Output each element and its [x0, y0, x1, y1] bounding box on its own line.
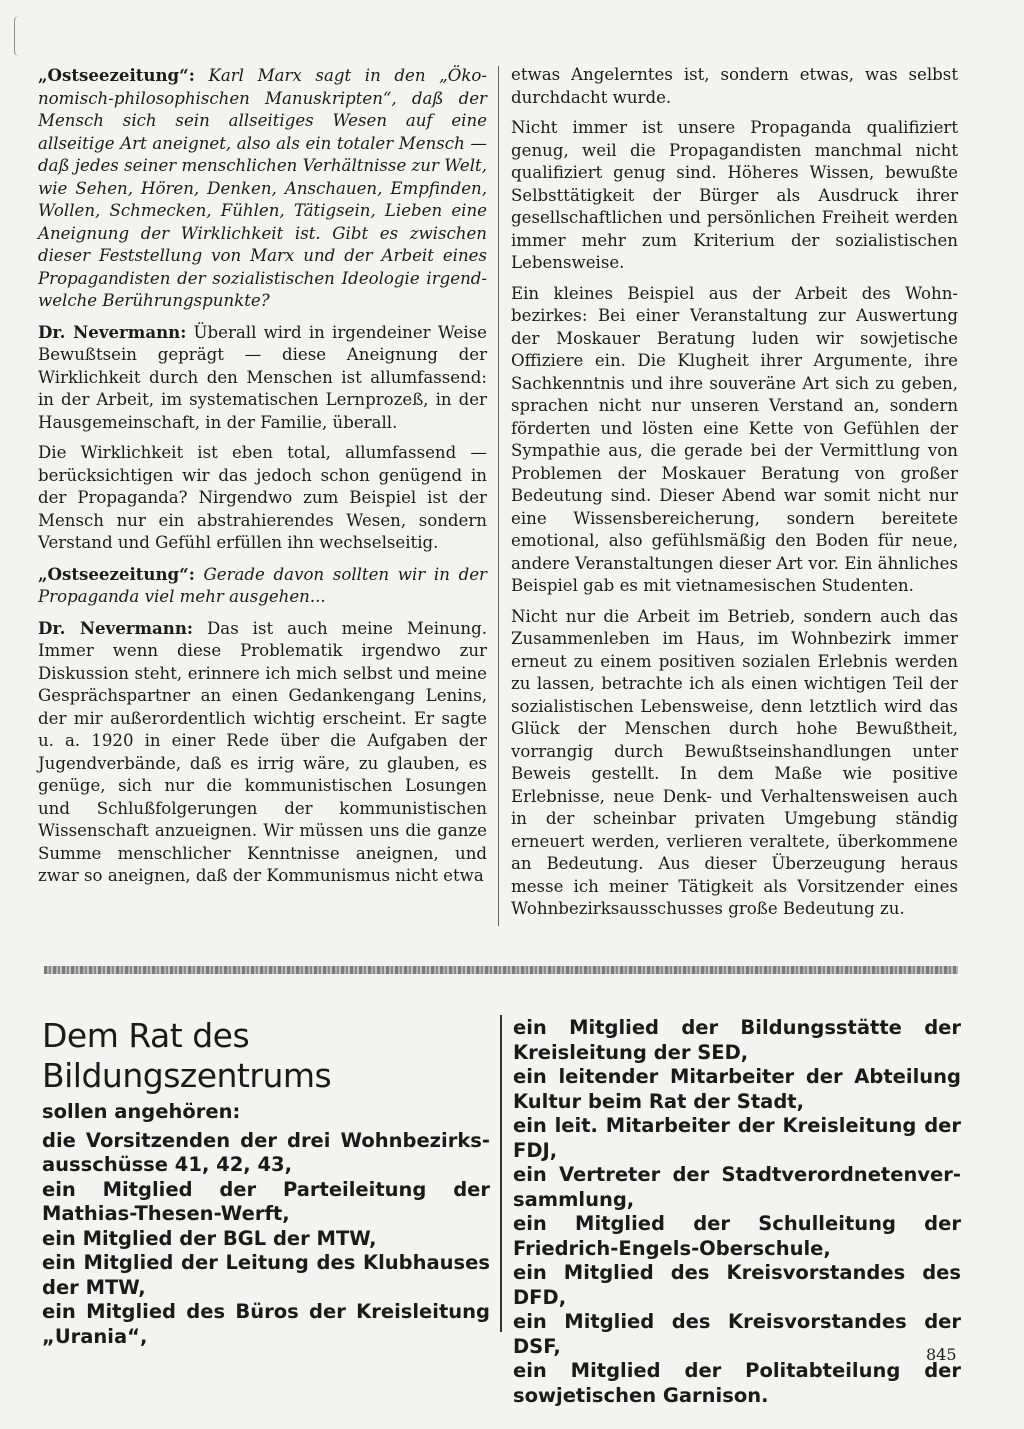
member-entry: die Vorsitzenden der drei Wohnbezirksausschüsse 41, 42, 43,	[42, 1128, 490, 1176]
member-entry: ein Mitglied der BGL der MTW,	[42, 1226, 377, 1250]
box-title: Dem Rat des Bildungszentrums	[42, 1016, 332, 1095]
paragraph	[38, 563, 487, 609]
council-box-left	[42, 1016, 490, 1349]
member-entry: ein leitender Mitarbeiter der Abteilung Kultur beim Rat der Stadt,	[513, 1065, 961, 1113]
paragraph: Ein kleines Beispiel aus der Arbeit des Wohnbezirkes: Bei einer Veranstaltung zur Auswertung der Moskauer Beratung luden wir sowjetische Offiziere ein. Die Klugheit ihrer Argumente, ihre Sachkenntnis und ihre souveräne Art sich zu geben, sprachen nicht nur unseren Verstand an, sondern förderten und lösten eine Kette von Gefühlen der Sympathie aus, die gerade bei der Vermittlung von Problemen der Moskauer Beratung von großer Bedeutung sind. Dieser Abend war somit nicht nur eine Wissensbereicherung, sondern bereitete emotional, also gefühlsmäßig den Boden für neue, andere Veranstaltungen dieser Art vor. Ein ähnliches Beispiel gab es mit vietnamesischen Studenten.	[511, 283, 958, 595]
paragraph: etwas Angelerntes ist, sondern etwas, was selbst durchdacht wurde.	[511, 65, 958, 107]
member-entry: ein Mitglied der Parteileitung der Mathias-Thesen-Werft,	[42, 1177, 490, 1225]
paragraph	[38, 64, 487, 313]
interview-column-right	[511, 64, 958, 929]
member-entry: ein Vertreter der Stadtverordnetenversammlung,	[513, 1163, 961, 1211]
column-divider	[498, 66, 499, 926]
section-rule	[44, 966, 958, 974]
council-box-right	[513, 1016, 961, 1408]
question-text: Gerade davon sollten wir in der Propaganda viel mehr ausgehen...	[38, 564, 487, 606]
paragraph: Nicht nur die Arbeit im Betrieb, sondern auch das Zusammenleben im Haus, im Wohnbezirk immer erneut zu einem positiven sozialen Erlebnis werden zu lassen, betrachte ich als einen wichtigen Teil der sozialistischen Lebensweise, denn letztlich wird das Glück der Menschen durch hohe Bewußtheit, vorrangig durch Bewußtseinshandlungen unter Beweis gestellt. In dem Maße wie positive Erlebnisse, neue Denk- und Verhaltensweisen auch in der scheinbar privaten Umgebung ständig erneuert werden, verlieren veraltete, überkommene an Bedeutung. Aus dieser Überzeugung heraus messe ich meiner Tätigkeit als Vorsitzender eines Wohnbezirksausschusses große Bedeutung zu.	[511, 606, 958, 918]
paragraph	[38, 321, 487, 435]
answer-text: Die Wirklichkeit ist eben total, allumfassend — berücksichtigen wir das jedoch schon genügend in der Propaganda? Nirgendwo zum Beispiel ist der Mensch nur ein abstrahierendes Wesen, sondern Verstand und Gefühl erfüllen ihn wechselseitig.	[38, 443, 487, 552]
speaker-label: Dr. Nevermann:	[38, 617, 194, 638]
interview-column-left	[38, 64, 487, 896]
member-entry: ein Mitglied der Politabteilung der sowjetischen Garnison.	[513, 1359, 961, 1407]
answer-text: Das ist auch meine Meinung. Immer wenn diese Problematik irgendwo zur Diskussion steht, erinnere ich mich selbst und meine Gesprächspartner an einen Gedankengang Lenins, der mir außerordentlich wichtig erscheint. Er sagte u. a. 1920 in einer Rede über die Aufgaben der Jugendverbände, daß es irrig wäre, zu glauben, es genüge, sich nur die kommunistischen Losungen und Schlußfolgerungen der kommunistischen Wissenschaft anzueignen. Wir müssen uns die ganze Summe menschlicher Kenntnisse aneignen, und zwar so aneignen, daß der Kommunismus nicht etwa	[38, 618, 487, 885]
margin-mark	[14, 16, 23, 56]
member-entry: ein leit. Mitarbeiter der Kreisleitung der FDJ,	[513, 1114, 961, 1162]
box-divider	[500, 1015, 502, 1332]
member-entry: ein Mitglied der Schulleitung der Friedrich-Engels-Oberschule,	[513, 1212, 961, 1260]
paragraph	[38, 617, 487, 888]
speaker-label: „Ostseezeitung“:	[38, 563, 195, 584]
member-entry: ein Mitglied der Leitung des Klubhauses der MTW,	[42, 1251, 490, 1299]
member-entry: ein Mitglied des Kreisvorstandes des DFD,	[513, 1261, 961, 1309]
question-text: Karl Marx sagt in den „Ökonomisch-philosophischen Manuskripten“, daß der Mensch sich sein allseitiges Wesen auf eine allseitige Art aneignet, also als ein totaler Mensch — daß jedes seiner menschlichen Verhältnisse zur Welt, wie Sehen, Hören, Denken, Anschauen, Empfinden, Wollen, Schmecken, Fühlen, Tätigsein, Lieben eine Aneignung der Wirklichkeit ist. Gibt es zwischen dieser Feststellung von Marx und der Arbeit eines Propagandisten der sozialistischen Ideologie irgendwelche Berührungspunkte?	[38, 66, 487, 310]
paragraph	[38, 442, 487, 555]
box-subtitle: sollen angehören:	[42, 1100, 241, 1123]
answer-text: Überall wird in irgendeiner Weise Bewußtsein geprägt — diese Aneignung der Wirklichkeit durch den Menschen ist allumfassend: in der Arbeit, im systematischen Lernprozeß, in der Hausgemeinschaft, in der Familie, überall.	[38, 322, 487, 432]
speaker-label: „Ostseezeitung“:	[38, 65, 195, 85]
member-entry: ein Mitglied der Bildungsstätte der Kreisleitung der SED,	[513, 1016, 961, 1064]
speaker-label: Dr. Nevermann:	[38, 321, 187, 342]
member-entry: ein Mitglied des Kreisvorstandes der DSF,	[513, 1310, 961, 1358]
page-number: 845	[926, 1345, 957, 1364]
member-entry: ein Mitglied des Büros der Kreisleitung „Urania“,	[42, 1300, 490, 1348]
paragraph: Nicht immer ist unsere Propaganda qualifiziert genug, weil die Propagandisten manchmal nicht qualifiziert genug sind. Höheres Wissen, bewußte Selbsttätigkeit der Bürger als Ausdruck ihrer gesellschaftlichen und persönlichen Freiheit werden immer mehr zum Kriterium der sozialistischen Lebensweise.	[511, 118, 958, 272]
